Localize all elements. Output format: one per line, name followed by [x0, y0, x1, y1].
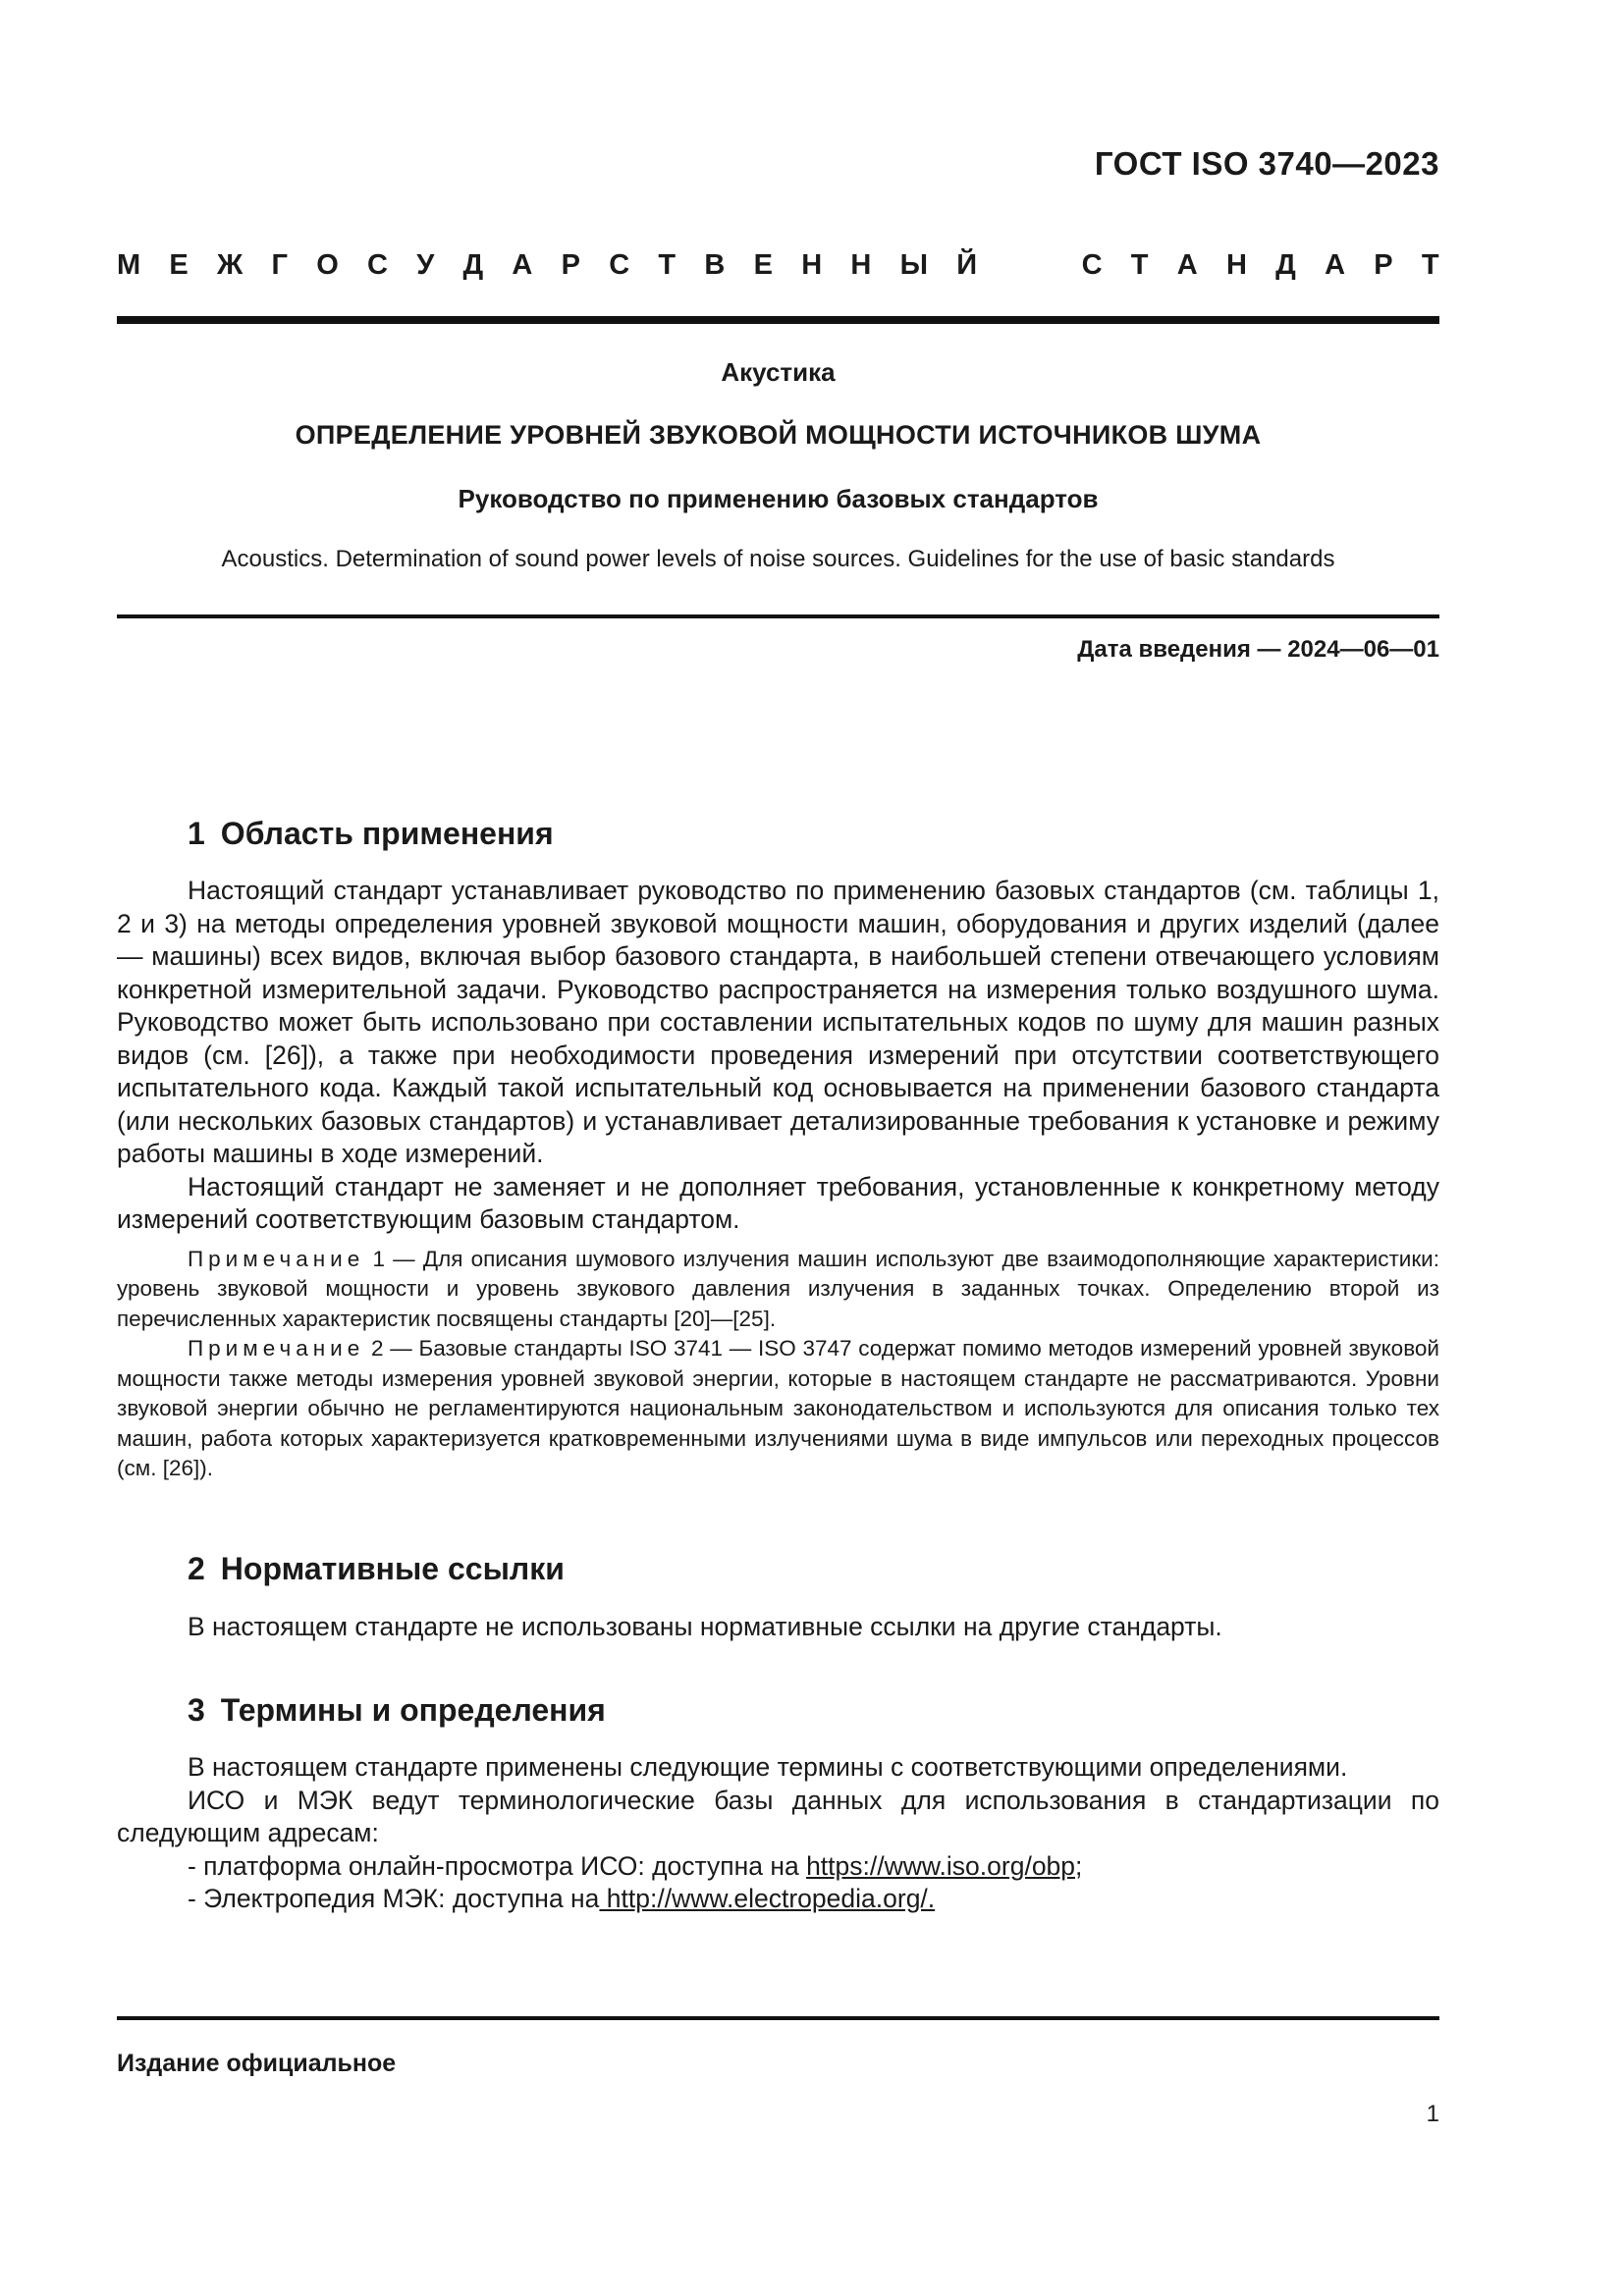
official-edition-label: Издание официальное [117, 2050, 397, 2077]
section-1-heading [188, 816, 554, 852]
note-2 [117, 1334, 1439, 1484]
banner-letter: Е [169, 249, 189, 281]
banner-letter: Д [462, 249, 484, 281]
section-3-body [117, 1751, 1439, 1916]
banner-letter: Т [1421, 249, 1439, 281]
note-number: 1 [372, 1246, 385, 1271]
banner-letter: Н [1225, 249, 1247, 281]
banner-letter: Д [1275, 249, 1296, 281]
standard-banner [117, 249, 1439, 289]
list-item [117, 1850, 1439, 1884]
banner-letter: Й [956, 249, 978, 281]
page-number: 1 [1426, 2101, 1439, 2127]
note-1 [117, 1245, 1439, 1335]
banner-letter: Н [801, 249, 823, 281]
section-number: 2 [188, 1551, 205, 1586]
banner-letter: У [416, 249, 435, 281]
banner-letter: Р [1374, 249, 1393, 281]
paragraph: В настоящем стандарте применены следующие термины с соответствующими определениями. [188, 1752, 1348, 1782]
note-text: — Для описания шумового излучения машин используют две взаимодополняющие характеристики: уровень звуковой мощности и уровень звукового давления излучения в заданных точках. Определению второй из перечисленных характеристик посвящены стандарты [20]—[25]. [117, 1246, 1439, 1331]
electropedia-link[interactable]: http://www.electropedia.org/. [599, 1884, 936, 1913]
introduction-date: Дата введения — 2024—06—01 [1077, 636, 1439, 663]
section-title: Термины и определения [220, 1692, 606, 1728]
note-text: — Базовые стандарты ISO 3741 — ISO 3747 содержат помимо методов измерений уровней звуковой мощности также методы измерения уровней звуковой энергии, которые в настоящем стандарте не рассматриваются. Уровни звуковой энергии обычно не регламентируются национальным законодательством и используются для описания только тех машин, работа которых характеризуется кратковременными излучениями шума в виде импульсов или переходных процессов (см. [26]). [117, 1336, 1439, 1480]
banner-letter: А [1325, 249, 1346, 281]
banner-letter: О [316, 249, 339, 281]
banner-letter: С [609, 249, 630, 281]
document-number: ГОСТ ISO 3740—2023 [1094, 145, 1439, 182]
banner-letter: В [704, 249, 726, 281]
list-item-text: - платформа онлайн-просмотра ИСО: доступна на [188, 1850, 807, 1881]
banner-letter: Т [658, 249, 677, 281]
paragraph: ИСО и МЭК ведут терминологические базы данных для использования в стандартизации по следующим адресам: [117, 1785, 1439, 1847]
banner-letter: Г [271, 249, 288, 281]
paragraph: Настоящий стандарт устанавливает руководство по применению базовых стандартов (см. таблицы 1, 2 и 3) на методы определения уровней звуковой мощности машин, оборудования и других изделий (далее — машины) всех видов, включая выбор базового стандарта, в наибольшей степени отвечающего условиям конкретной измерительной задачи. Руководство распространяется на измерения только воздушного шума. Руководство может быть использовано при составлении испытательных кодов по шуму для машин разных видов (см. [26]), а также при необходимости проведения измерений при отсутствии соответствующего испытательного кода. Каждый такой испытательный код основывается на применении базового стандарта (или нескольких базовых стандартов) и устанавливает детализированные требования к установке и режиму работы машины в ходе измерений. [117, 876, 1439, 1168]
section-number: 1 [188, 816, 205, 851]
banner-letter: Ы [899, 249, 928, 281]
paragraph: В настоящем стандарте не использованы нормативные ссылки на другие стандарты. [188, 1612, 1222, 1641]
list-item-text: - Электропедия МЭК: доступна на [188, 1884, 600, 1913]
iso-obp-link[interactable]: https://www.iso.org/obp; [806, 1850, 1083, 1881]
title-divider [117, 614, 1439, 618]
title-group: Акустика [721, 357, 836, 387]
banner-letter: Т [1130, 249, 1149, 281]
section-number: 3 [188, 1692, 205, 1728]
title-english: Acoustics. Determination of sound power levels of noise sources. Guidelines for the use of basic standards [221, 546, 1335, 572]
section-title: Область применения [220, 816, 554, 851]
banner-letter: А [1176, 249, 1198, 281]
banner-letter: С [1081, 249, 1103, 281]
section-3-heading [188, 1692, 606, 1729]
footer-divider [117, 2016, 1439, 2020]
banner-letter: М [117, 249, 141, 281]
banner-letter: А [512, 249, 533, 281]
note-label: Примечание [188, 1336, 365, 1361]
note-label: Примечание [188, 1246, 365, 1271]
header-divider [117, 316, 1439, 324]
banner-word-gap [1005, 249, 1053, 289]
banner-letter: Ж [217, 249, 244, 281]
banner-letter: С [367, 249, 388, 281]
banner-letter: Р [561, 249, 580, 281]
paragraph: Настоящий стандарт не заменяет и не дополняет требования, установленные к конкретному методу измерений соответствующим базовым стандартом. [117, 1171, 1439, 1234]
list-item [117, 1883, 1439, 1916]
section-title: Нормативные ссылки [220, 1551, 565, 1586]
section-1-body [117, 875, 1439, 1484]
title-sub: Руководство по применению базовых стандартов [458, 484, 1099, 513]
section-2-heading [188, 1551, 565, 1587]
section-2-body [117, 1611, 1439, 1644]
note-number: 2 [370, 1336, 384, 1361]
banner-letter: Е [753, 249, 773, 281]
title-main: ОПРЕДЕЛЕНИЕ УРОВНЕЙ ЗВУКОВОЙ МОЩНОСТИ ИСТОЧНИКОВ ШУМА [295, 420, 1262, 450]
banner-letter: Н [850, 249, 872, 281]
